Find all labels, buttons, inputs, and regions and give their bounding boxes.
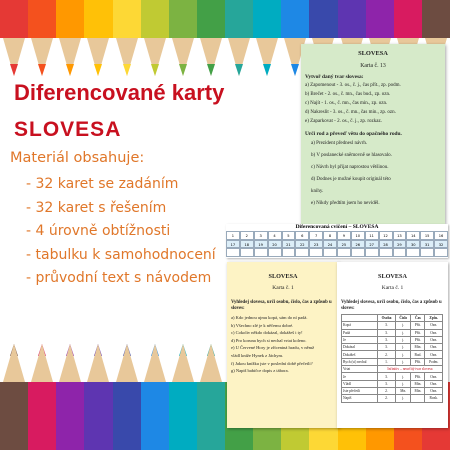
column-header <box>342 315 378 322</box>
table-cell: Přít. <box>411 336 425 343</box>
table-cell <box>406 248 420 257</box>
table-cell <box>268 248 282 257</box>
table-cell: 30 <box>406 240 420 249</box>
table-cell: Ozn. <box>425 351 443 358</box>
pencil-decoration <box>197 344 225 450</box>
table-cell: j. <box>396 373 411 380</box>
table-cell: Přít. <box>411 322 425 329</box>
promo-title: Diferencované karty <box>14 80 225 105</box>
table-row <box>342 373 443 380</box>
card-heading: SLOVESA <box>358 50 388 57</box>
feature-item: - 32 karet s řešením <box>26 199 167 216</box>
table-cell: 3 <box>254 231 268 240</box>
table-cell: 22 <box>295 240 309 249</box>
table-cell: 4 <box>268 231 282 240</box>
table-cell: 2. <box>377 395 395 402</box>
task-item: c) Najít - 1. os., č. mn., čas min., zp. ozn. <box>305 101 388 106</box>
pencil-decoration <box>56 344 84 450</box>
task-item: d) Dodnes je možné koupit originál této <box>311 177 391 182</box>
task-heading: Vytvoř daný tvar slovesa: <box>305 74 364 80</box>
table-cell: Podm. <box>425 358 443 365</box>
table-cell: 2. <box>377 351 395 358</box>
table-cell: 9 <box>337 231 351 240</box>
table-cell: j. <box>396 322 411 329</box>
table-cell: Min. <box>411 387 425 394</box>
table-cell <box>226 248 240 257</box>
table-cell <box>379 248 393 257</box>
table-cell: Ozn. <box>425 322 443 329</box>
table-cell <box>434 248 448 257</box>
table-cell: 11 <box>365 231 379 240</box>
task-item: e) U Červené Hory je zříceniná hradu, v němž <box>231 345 315 351</box>
table-cell: 26 <box>351 240 365 249</box>
feature-item: - 4 úrovně obtížnosti <box>26 223 171 239</box>
table-cell: Dokážeš <box>342 351 378 358</box>
table-cell: Přít. <box>411 373 425 380</box>
task-item: a) Kdo jednou ujmu kopá, sám do ní padá. <box>231 315 308 320</box>
task-item: c) Cokoliv někdo dokázal, dokážeš i ty! <box>231 330 303 336</box>
card-instruction: Vyhledej slovesa, urči osobu, číslo, čas a způsob u sloves: <box>231 300 332 311</box>
pencil-decoration <box>0 344 28 450</box>
task-item: g) Napiš babičce dopis z tábora. <box>231 368 289 374</box>
self-assessment-table <box>226 224 448 258</box>
table-cell: Ozn. <box>425 344 443 351</box>
card-number: Karta č. 1 <box>272 285 294 291</box>
table-row <box>342 380 443 387</box>
task-item: c) Návrh byl přijat naprostou většinou. <box>311 165 389 170</box>
solution-card-1 <box>337 262 448 428</box>
table-cell: 27 <box>365 240 379 249</box>
table-cell: j. <box>396 395 411 402</box>
task-item: d) Pro koruna bych si nechal vrtat koleno. <box>231 337 307 343</box>
table-cell <box>393 248 407 257</box>
table-cell <box>254 248 268 257</box>
column-header: Osoba <box>377 315 395 322</box>
table-cell: 2 <box>240 231 254 240</box>
table-cell: 13 <box>393 231 407 240</box>
table-cell: Rozk. <box>425 395 443 402</box>
table-cell: 8 <box>323 231 337 240</box>
table-cell: 6 <box>295 231 309 240</box>
table-cell: 15 <box>420 231 434 240</box>
table-cell: j. <box>396 344 411 351</box>
table-cell: 31 <box>420 240 434 249</box>
table-cell: j. <box>396 329 411 336</box>
table-cell: Je <box>342 336 378 343</box>
task-item: a) Prezident přednesl návrh. <box>311 141 368 146</box>
task-item: e) Zaparkovat - 2. os., č. j., zp. rozkaz. <box>305 119 382 124</box>
feature-item: - průvodní text s návodem <box>26 270 212 286</box>
table-cell: Přít. <box>411 329 425 336</box>
table-cell: Přít. <box>411 358 425 365</box>
table-row <box>342 329 443 336</box>
table-cell: 17 <box>226 240 240 249</box>
table-cell <box>240 248 254 257</box>
table-cell: j. <box>396 358 411 365</box>
column-header: Způs. <box>425 315 443 322</box>
table-cell: Infinitiv – neurčitý tvar slovesa <box>377 366 442 373</box>
table-cell: 3. <box>377 329 395 336</box>
table-cell: Padá <box>342 329 378 336</box>
table-cell: Bych (si) nechal <box>342 358 378 365</box>
table-cell: Je <box>342 373 378 380</box>
table-cell: Dokázal <box>342 344 378 351</box>
table-cell <box>365 248 379 257</box>
table-cell: j. <box>396 351 411 358</box>
table-cell: 10 <box>351 231 365 240</box>
pencil-decoration <box>141 344 169 450</box>
table-cell: 12 <box>379 231 393 240</box>
task-item: f) Jakou knížku jste v poslední době přečetli? <box>231 360 313 366</box>
solution-table <box>341 314 443 403</box>
table-cell <box>282 248 296 257</box>
table-cell <box>295 248 309 257</box>
table-cell: Ozn. <box>425 336 443 343</box>
table-cell: Ozn. <box>425 329 443 336</box>
table-cell: j. <box>396 336 411 343</box>
exercise-card-13 <box>301 44 445 224</box>
table-cell: Jste přečetli <box>342 387 378 394</box>
table-cell: 2. <box>377 387 395 394</box>
table-cell: Mn. <box>396 387 411 394</box>
table-row <box>342 336 443 343</box>
table-cell: 21 <box>282 240 296 249</box>
card-number: Karta č. 13 <box>360 63 386 69</box>
table-cell: Min. <box>411 380 425 387</box>
table-cell: 23 <box>309 240 323 249</box>
promo-subtitle: SLOVESA <box>14 118 122 141</box>
pencil-decoration <box>84 344 112 450</box>
table-cell <box>411 395 425 402</box>
table-cell <box>351 248 365 257</box>
table-cell: 5 <box>282 231 296 240</box>
table-row <box>342 387 443 394</box>
table-cell: 28 <box>379 240 393 249</box>
pencil-decoration <box>28 344 56 450</box>
card-instruction: Vyhledej slovesa, urči osobu, číslo, čas a způsob u sloves: <box>341 300 442 311</box>
table-row <box>226 240 448 249</box>
table-row <box>226 231 448 240</box>
table-cell: Bud. <box>411 351 425 358</box>
task-item: e) Nikdy předtím jsem ho neviděl. <box>311 201 380 206</box>
table-cell: 7 <box>309 231 323 240</box>
table-row <box>342 366 443 373</box>
card-number: Karta č. 1 <box>381 285 404 291</box>
table-cell: 19 <box>254 240 268 249</box>
task-item: d) Nakreslit - 3. os., č. mn., čas min., zp. ozn. <box>305 110 396 115</box>
task-item: a) Zapomenout - 3. os., č. j., čas přít., zp. podm. <box>305 83 401 88</box>
task-item: knihy. <box>311 189 324 194</box>
table-cell: Ozn. <box>425 373 443 380</box>
pencil-decoration <box>169 344 197 450</box>
task-list <box>227 314 339 375</box>
table-cell: 3. <box>377 380 395 387</box>
table-cell: 24 <box>323 240 337 249</box>
table-cell <box>323 248 337 257</box>
feature-item: - 32 karet se zadáním <box>26 176 179 192</box>
table-cell: 18 <box>240 240 254 249</box>
table-cell: Ozn. <box>425 380 443 387</box>
pencil-decoration <box>253 0 281 108</box>
task-item: vládl kníže Hynek z Jáchym. <box>231 352 284 358</box>
table-cell: 25 <box>337 240 351 249</box>
table-cell: Ozn. <box>425 387 443 394</box>
table-cell: 32 <box>434 240 448 249</box>
table-cell: 3. <box>377 336 395 343</box>
feature-item: - tabulku k samohodnocení <box>26 246 216 263</box>
table-cell: Min. <box>411 344 425 351</box>
table-cell <box>420 248 434 257</box>
column-header: Čas <box>411 315 425 322</box>
table-row <box>342 351 443 358</box>
table-row <box>342 322 443 329</box>
table-cell: 14 <box>406 231 420 240</box>
exercise-card-1 <box>227 262 339 428</box>
table-cell: 20 <box>268 240 282 249</box>
table-cell: Vrtat <box>342 366 378 373</box>
table-cell: Kopá <box>342 322 378 329</box>
column-header: Číslo <box>396 315 411 322</box>
pencil-decoration <box>113 344 141 450</box>
feature-list <box>26 173 216 291</box>
table-row <box>342 395 443 402</box>
table-cell <box>337 248 351 257</box>
table-cell <box>309 248 323 257</box>
table-row <box>226 248 448 257</box>
task-list <box>301 81 445 126</box>
task-item: b) V poslanecké sněmovně se hlasovalo. <box>311 153 392 158</box>
table-cell: Napiš <box>342 395 378 402</box>
table-cell: 3. <box>377 373 395 380</box>
pencil-decoration <box>225 0 253 108</box>
table-cell: Vládl <box>342 380 378 387</box>
task-list <box>301 138 445 210</box>
contents-label: Materiál obsahuje: <box>10 150 145 166</box>
card-heading: SLOVESA <box>378 273 407 280</box>
table-cell: 3. <box>377 322 395 329</box>
table-header-row <box>342 315 443 322</box>
task-item: b) Všechno zlé je k něčemu dobré. <box>231 322 294 328</box>
card-heading: SLOVESA <box>268 273 298 280</box>
task-item: b) Brečet - 2. os., č. mn., čas bud., zp. ozn. <box>305 92 391 97</box>
table-cell: 3. <box>377 344 395 351</box>
task-heading: Urči rod a převeď větu do opačného rodu. <box>305 131 402 137</box>
table-cell: 1. <box>377 358 395 365</box>
table-cell: 29 <box>393 240 407 249</box>
table-row <box>342 344 443 351</box>
table-cell: j. <box>396 380 411 387</box>
table-row <box>342 358 443 365</box>
table-cell: 16 <box>434 231 448 240</box>
table-cell: 1 <box>226 231 240 240</box>
table-title: Diferencovaná cvičení – SLOVESA <box>295 224 379 230</box>
